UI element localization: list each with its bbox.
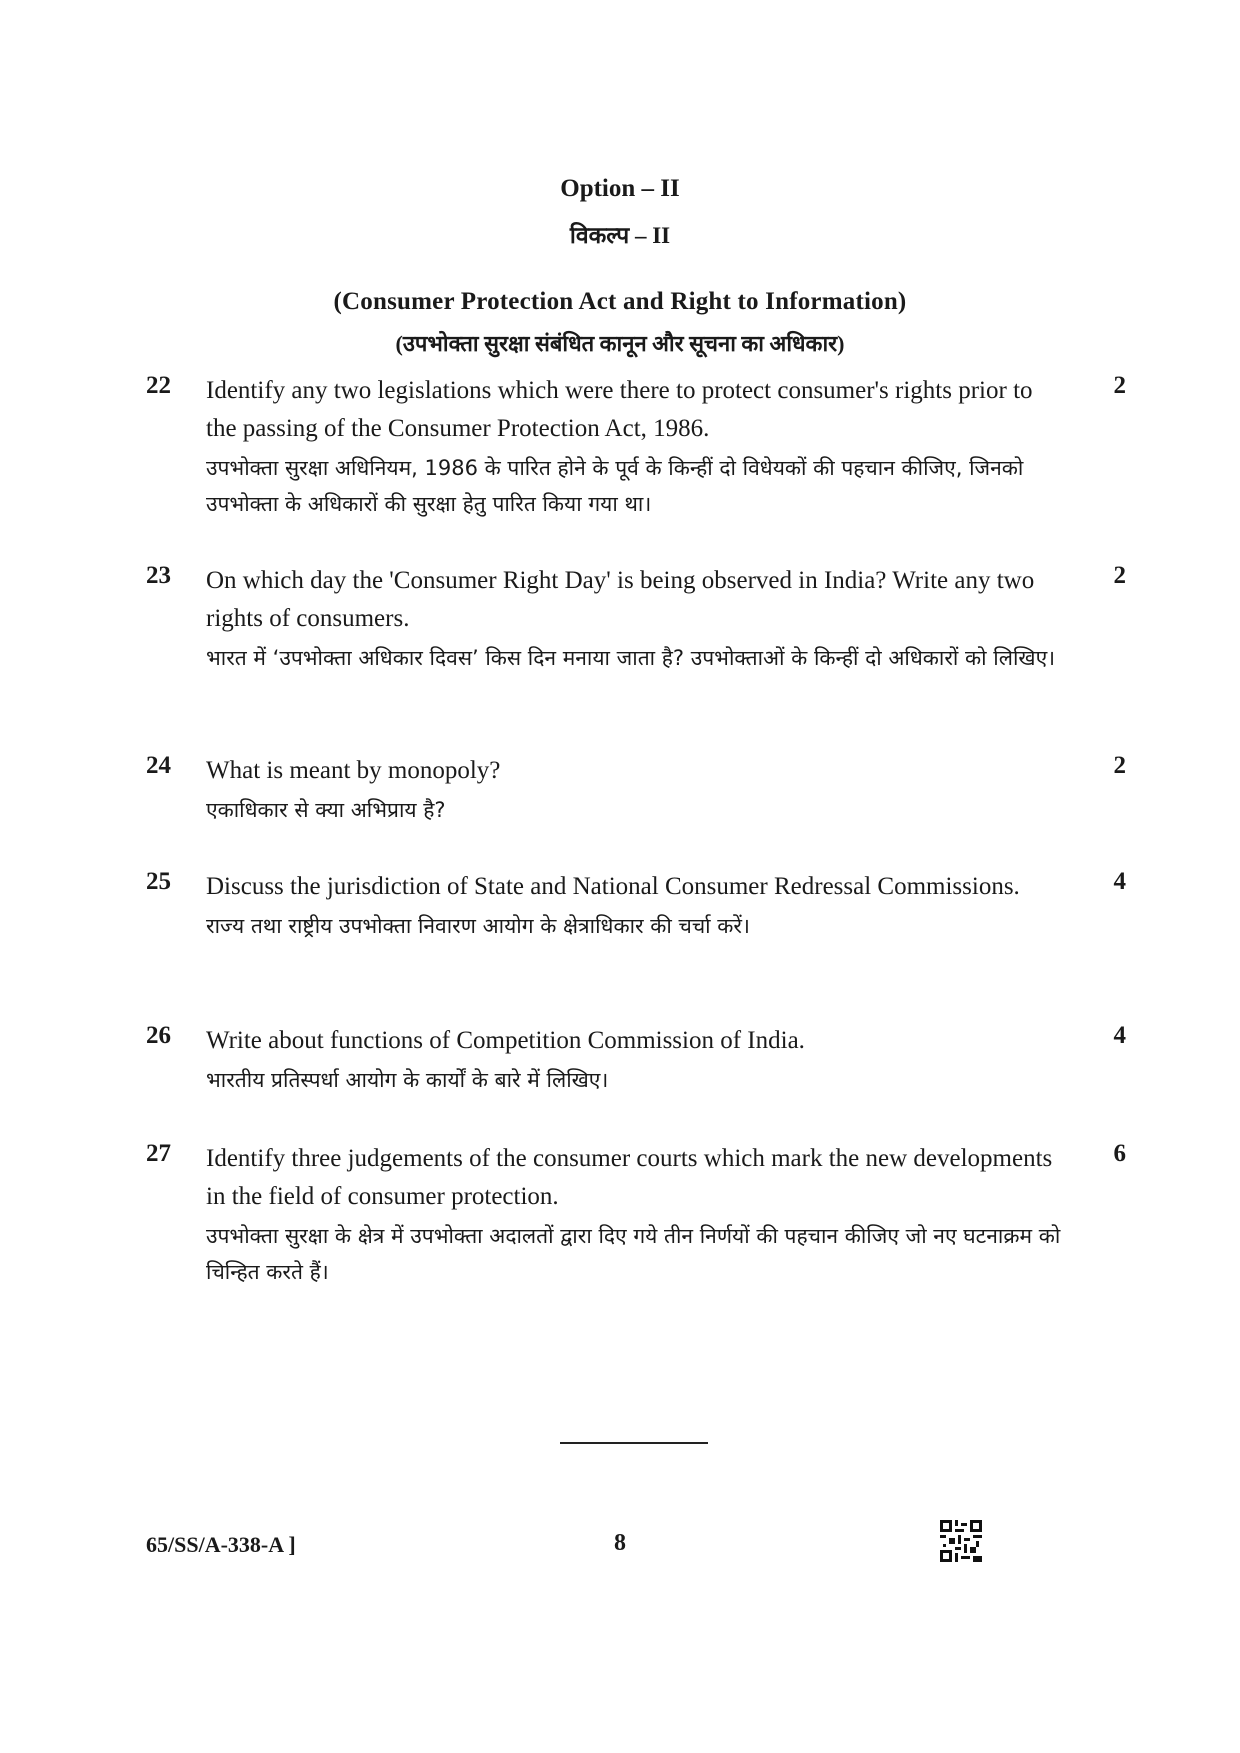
question-number: 27: [146, 1140, 171, 1167]
question-marks: 2: [1113, 372, 1126, 399]
question-text-hi: राज्य तथा राष्ट्रीय उपभोक्ता निवारण आयोग के क्षेत्राधिकार की चर्चा करें।: [206, 914, 750, 938]
question-text-en: On which day the 'Consumer Right Day' is being observed in India? Write any two rights of consumers.: [206, 567, 1035, 632]
question-marks: 2: [1113, 752, 1126, 779]
question-body: [206, 562, 1066, 676]
question-text-en: Write about functions of Competition Commission of India.: [206, 1027, 805, 1054]
question-body: [206, 868, 1066, 944]
page-number: 8: [614, 1530, 626, 1556]
question-text-en: Identify three judgements of the consumer courts which mark the new developments in the field of consumer protection.: [206, 1145, 1053, 1210]
end-divider: [560, 1442, 708, 1444]
question-text-hi: एकाधिकार से क्या अभिप्राय है?: [206, 798, 446, 822]
question-text-en: Discuss the jurisdiction of State and National Consumer Redressal Commissions.: [206, 873, 1020, 900]
question-number: 23: [146, 562, 171, 589]
question-text-en: Identify any two legislations which were there to protect consumer's rights prior to the passing of the Consumer Protection Act, 1986.: [206, 377, 1033, 442]
question-number: 24: [146, 752, 171, 779]
question-marks: 4: [1113, 868, 1126, 895]
question-text-hi: उपभोक्ता सुरक्षा अधिनियम, 1986 के पारित होने के पूर्व के किन्हीं दो विधेयकों की पहचान कीजिए, जिनको उपभोक्ता के अधिकारों की सुरक्षा हेतु पारित किया गया था।: [206, 456, 1024, 516]
option-heading-en: Option – II: [560, 175, 680, 202]
qr-code-icon: [940, 1520, 982, 1562]
question-number: 22: [146, 372, 171, 399]
question-body: [206, 1022, 1066, 1098]
question-body: [206, 752, 1066, 828]
question-body: [206, 1140, 1066, 1290]
question-marks: 4: [1113, 1022, 1126, 1049]
question-marks: 6: [1113, 1140, 1126, 1167]
question-number: 26: [146, 1022, 171, 1049]
question-text-hi: उपभोक्ता सुरक्षा के क्षेत्र में उपभोक्ता अदालतों द्वारा दिए गये तीन निर्णयों की पहचान कीजिए जो नए घटनाक्रम को चिन्हित करते हैं।: [206, 1224, 1061, 1284]
question-text-hi: भारतीय प्रतिस्पर्धा आयोग के कार्यों के बारे में लिखिए।: [206, 1068, 609, 1092]
section-title-en: (Consumer Protection Act and Right to Information): [333, 288, 907, 315]
question-number: 25: [146, 868, 171, 895]
question-marks: 2: [1113, 562, 1126, 589]
question-body: [206, 372, 1066, 522]
section-title-hi: (उपभोक्ता सुरक्षा संबंधित कानून और सूचना का अधिकार): [395, 331, 845, 356]
question-text-en: What is meant by monopoly?: [206, 757, 501, 784]
paper-code: 65/SS/A-338-A ]: [146, 1532, 296, 1557]
option-heading-hi: विकल्प – II: [569, 223, 671, 248]
question-text-hi: भारत में ‘उपभोक्ता अधिकार दिवस’ किस दिन मनाया जाता है? उपभोक्ताओं के किन्हीं दो अधिकारों को लिखिए।: [206, 646, 1056, 670]
